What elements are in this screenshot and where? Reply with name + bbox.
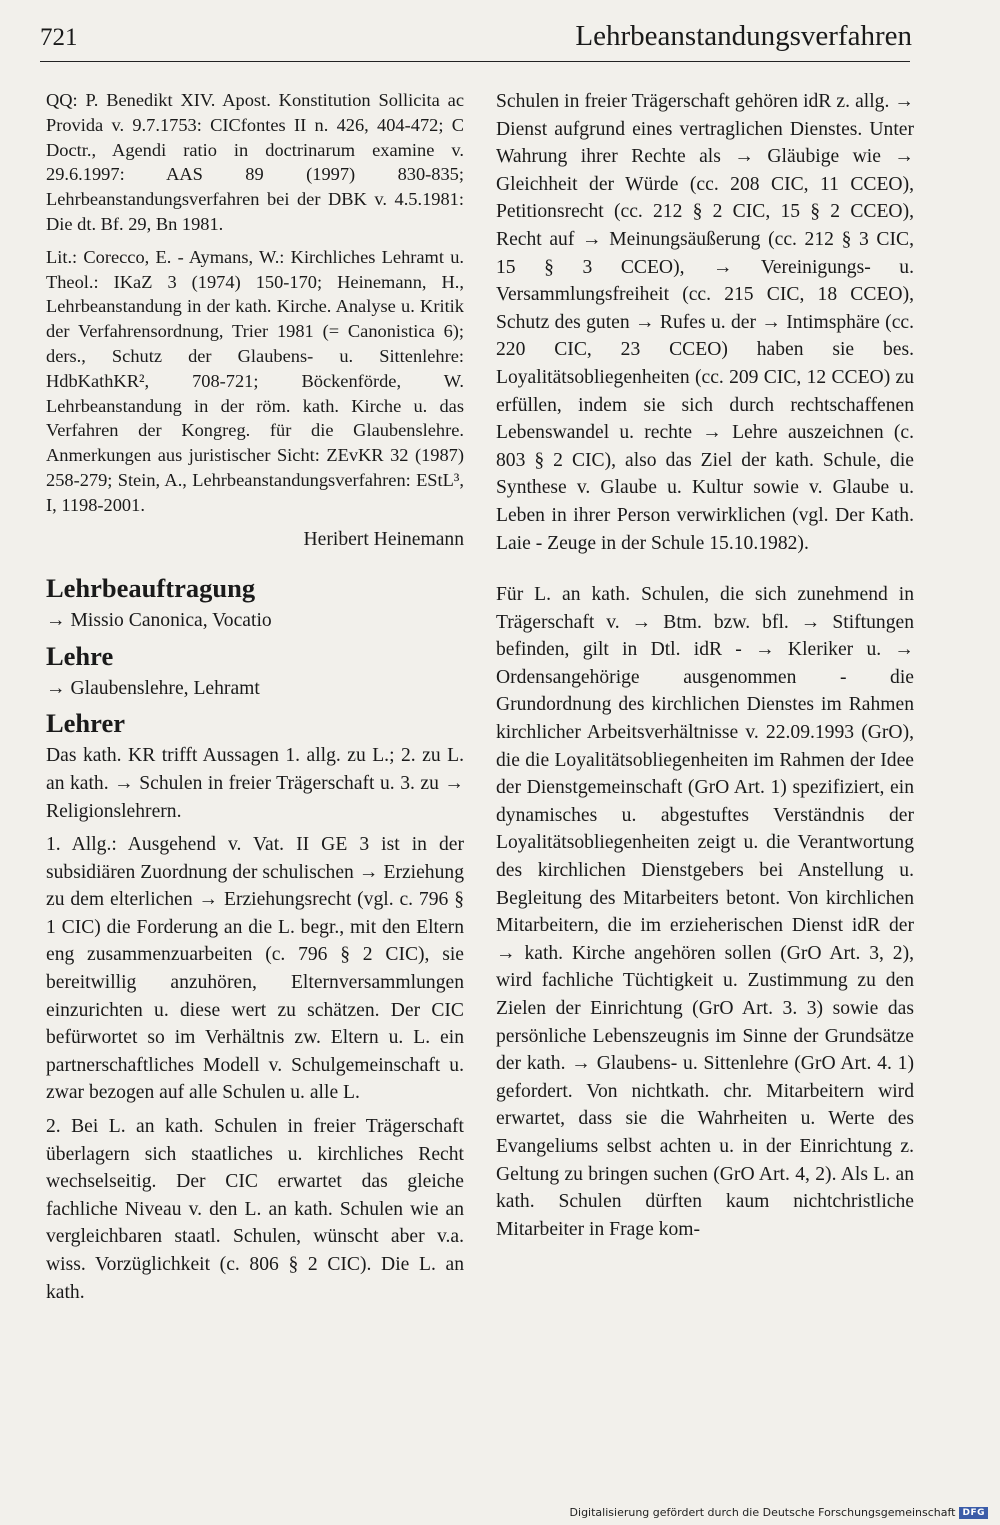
dfg-logo-icon: DFG bbox=[959, 1507, 988, 1519]
literature-paragraph: Lit.: Corecco, E. - Aymans, W.: Kirchliches Lehramt u. Theol.: IKaZ 3 (1974) 150-170; Heinemann, H., Lehrbeanstandung in der kath. Kirche. Analyse u. Kritik der Verfahrensordnung, Trier 1981 (= Canonistica 6); ders., Schutz der Glaubens- u. Sittenlehre: HdbKathKR², 708-721; Böckenförde, W. Lehrbeanstandung in der röm. kath. Kirche u. das Verfahren der Kongreg. für die Glaubenslehre. Anmerkungen aus juristischer Sicht: ZEvKR 32 (1987) 258-279; Stein, A., Lehrbeanstandungsverfahren: EStL³, I, 1198-2001. bbox=[46, 246, 464, 515]
entry-intro: Das kath. KR trifft Aussagen 1. allg. zu L.; 2. zu L. an kath. → Schulen in freier Trägerschaft u. 3. zu → Religionslehrern. bbox=[46, 745, 464, 822]
credit-text: Digitalisierung gefördert durch die Deutsche Forschungsgemeinschaft bbox=[569, 1506, 956, 1519]
running-head: Lehrbeanstandungsverfahren bbox=[575, 20, 912, 52]
entry-title-lehre: Lehre bbox=[46, 640, 114, 671]
body-paragraph: 1. Allg.: Ausgehend v. Vat. II GE 3 ist in der subsidiären Zuordnung der schulischen → Erziehung zu dem elterlichen → Erziehungsrecht (vgl. c. 796 § 1 CIC) die Forderung an die L. begr., mit den Eltern eng zusammenzuarbeiten (c. 796 § 2 CIC), sie bereitwillig anzuhören, Elternversammlungen einzurichten u. diese wert zu schätzen. Der CIC befürwortet so im Verhältnis zw. Eltern u. L. ein partnerschaftliches Modell v. Schulgemeinschaft u. zwar bezogen auf alle Schulen u. alle L. bbox=[46, 834, 464, 1104]
author-signature: Heribert Heinemann bbox=[303, 528, 464, 550]
left-column bbox=[46, 88, 464, 1312]
entry-title-lehrbeauftragung: Lehrbeauftragung bbox=[46, 573, 256, 604]
digitization-credit bbox=[570, 1506, 988, 1519]
body-paragraph: Für L. an kath. Schulen, die sich zunehmend in Trägerschaft v. → Btm. bzw. bfl. → Stiftungen befinden, gilt in Dtl. idR - → Kleriker u. → Ordensangehörige ausgenommen - die Grundordnung des kirchlichen Dienstes im Rahmen kirchlicher Arbeitsverhältnisse v. 22.09.1993 (GrO), die die Loyalitätsobliegenheiten im Rahmen der Idee der Dienstgemeinschaft (GrO Art. 1) spezifiziert, ein dynamisches u. abgestuftes Verständnis der Loyalitätsobliegenheiten zeigt u. die Verantwortung des kirchlichen Dienstgebers bei Anstellung u. Begleitung des Mitarbeiters betont. Von kirchlichen Mitarbeitern, die im erzieherischen Dienst idR der → kath. Kirche angehören sollen (GrO Art. 3, 2), wird fachliche Tüchtigkeit u. Zustimmung zu den Zielen der Einrichtung (GrO Art. 3. 3) sowie das persönliche Lebenszeugnis im Sinne der Grundsätze der kath. → Glaubens- u. Sittenlehre (GrO Art. 4. 1) gefordert. Von nichtkath. chr. Mitarbeitern wird erwartet, dass sie die Wahrheiten u. Werte des Evangeliums selbst achten u. in der Einrichtung z. Geltung zu bringen suchen (GrO Art. 4, 2). Als L. an kath. Schulen dürften kaum nichtchristliche Mitarbeiter in Frage kom- bbox=[496, 584, 914, 1240]
entry-title-lehrer: Lehrer bbox=[46, 708, 125, 739]
page-number: 721 bbox=[40, 24, 78, 51]
header-rule bbox=[40, 61, 910, 62]
cross-reference: → Glaubenslehre, Lehramt bbox=[46, 677, 260, 699]
right-column bbox=[496, 88, 914, 1249]
body-paragraph: Schulen in freier Trägerschaft gehören idR z. allg. → Dienst aufgrund eines vertraglichen Dienstes. Unter Wahrung ihrer Rechte als → Gläubige wie → Gleichheit der Würde (cc. 208 CIC, 11 CCEO), Petitionsrecht (cc. 212 § 2 CIC, 15 § 2 CCEO), Recht auf → Meinungsäußerung (cc. 212 § 3 CIC, 15 § 3 CCEO), → Vereinigungs- u. Versammlungsfreiheit (cc. 215 CIC, 18 CCEO), Schutz des guten → Rufes u. der → Intimsphäre (cc. 220 CIC, 23 CCEO) haben sie bes. Loyalitätsobliegenheiten (cc. 209 CIC, 12 CCEO) zu erfüllen, indem sie sich durch rechtschaffenen Lebenswandel u. rechte → Lehre auszeichnen (c. 803 § 2 CIC), also das Ziel der kath. Schule, die Synthese v. Glaube u. Kultur sowie v. Glaube u. Leben in ihrer Person verwirklichen (vgl. Der Kath. Laie - Zeuge in der Schule 15.10.1982). bbox=[496, 91, 914, 554]
body-paragraph: 2. Bei L. an kath. Schulen in freier Trägerschaft überlagern sich staatliches u. kirchliches Recht wechselseitig. Der CIC erwartet das gleiche fachliche Niveau v. den L. an kath. Schulen wie an vergleichbaren staatl. Schulen, wünscht aber v.a. wiss. Vorzüglichkeit (c. 806 § 2 CIC). Die L. an kath. bbox=[46, 1116, 464, 1303]
cross-reference: → Missio Canonica, Vocatio bbox=[46, 610, 272, 632]
sources-paragraph: QQ: P. Benedikt XIV. Apost. Konstitution Sollicita ac Provida v. 9.7.1753: CICfontes II n. 426, 404-472; C Doctr., Agendi ratio in doctrinarum examine v. 29.6.1997: AAS 89 (1997) 830-835; Lehrbeanstandungsverfahren bei der DBK v. 4.5.1981: Die dt. Bf. 29, Bn 1981. bbox=[46, 90, 464, 234]
